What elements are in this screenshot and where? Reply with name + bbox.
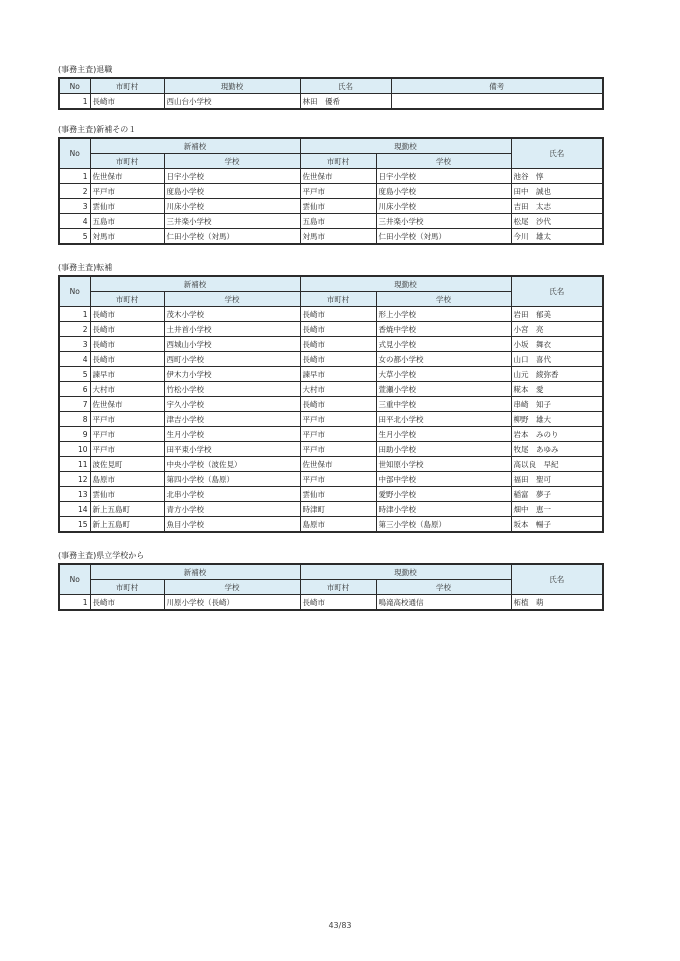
cell-cur-city: 大村市: [300, 382, 376, 397]
cell-cur-school: 三重中学校: [376, 397, 511, 412]
cell-new-city: 佐世保市: [90, 169, 164, 184]
cell-new-city: 五島市: [90, 214, 164, 229]
cell-cur-city: 佐世保市: [300, 169, 376, 184]
cell-new-city: 諫早市: [90, 367, 164, 382]
cell-cur-school: 鳴滝高校通信: [376, 595, 511, 611]
cell-cur-city: 長崎市: [300, 307, 376, 322]
cell-no: 1: [59, 94, 90, 110]
cell-new-city: 島原市: [90, 472, 164, 487]
cell-new-school: 西城山小学校: [164, 337, 300, 352]
header-new-city: 市町村: [90, 580, 164, 595]
cell-new-school: 西町小学校: [164, 352, 300, 367]
header-no: No: [59, 138, 90, 169]
cell-new-city: 平戸市: [90, 427, 164, 442]
header-name: 氏名: [511, 276, 603, 307]
cell-name: 高以良 早紀: [511, 457, 603, 472]
header-name: 氏名: [511, 564, 603, 595]
table-row: [59, 229, 603, 245]
cell-no: 2: [59, 322, 90, 337]
header-row-1: [59, 564, 603, 580]
table-row: [59, 397, 603, 412]
header-new-city: 市町村: [90, 154, 164, 169]
table-row: [59, 199, 603, 214]
header-cur-school-name: 学校: [376, 292, 511, 307]
header-row-1: [59, 138, 603, 154]
cell-no: 5: [59, 229, 90, 245]
table-row: [59, 214, 603, 229]
cell-no: 10: [59, 442, 90, 457]
header-cur-school-name: 学校: [376, 154, 511, 169]
cell-no: 6: [59, 382, 90, 397]
header-cur-city: 市町村: [300, 292, 376, 307]
cell-name: 柘植 萌: [511, 595, 603, 611]
cell-cur-city: 対馬市: [300, 229, 376, 245]
cell-no: 2: [59, 184, 90, 199]
cell-no: 7: [59, 397, 90, 412]
cell-cur-city: 諫早市: [300, 367, 376, 382]
table-row: [59, 457, 603, 472]
cell-cur-school: 愛野小学校: [376, 487, 511, 502]
cell-new-city: 大村市: [90, 382, 164, 397]
cell-cur-city: 時津町: [300, 502, 376, 517]
cell-new-school: 度島小学校: [164, 184, 300, 199]
header-new-school: 新補校: [90, 564, 300, 580]
cell-no: 9: [59, 427, 90, 442]
cell-name: 小宮 亮: [511, 322, 603, 337]
table-row: [59, 184, 603, 199]
transfer-table: [58, 275, 604, 533]
cell-current-school: 西山台小学校: [164, 94, 300, 110]
header-current-school: 現勤校: [300, 276, 511, 292]
cell-new-city: 長崎市: [90, 322, 164, 337]
cell-no: 15: [59, 517, 90, 533]
cell-cur-city: 平戸市: [300, 412, 376, 427]
new-hire-1-table: [58, 137, 604, 245]
table-row: [59, 382, 603, 397]
cell-no: 13: [59, 487, 90, 502]
header-new-school-name: 学校: [164, 292, 300, 307]
cell-new-school: 仁田小学校（対馬）: [164, 229, 300, 245]
cell-cur-school: 香焼中学校: [376, 322, 511, 337]
retirement-table: [58, 77, 604, 110]
cell-cur-school: 中部中学校: [376, 472, 511, 487]
table-row: [59, 472, 603, 487]
header-no: No: [59, 276, 90, 307]
cell-no: 14: [59, 502, 90, 517]
cell-new-city: 波佐見町: [90, 457, 164, 472]
table-row: [59, 94, 603, 110]
header-current-school: 現勤校: [164, 78, 300, 94]
table-row: [59, 517, 603, 533]
page-number: 43/83: [328, 921, 352, 930]
cell-new-city: 平戸市: [90, 412, 164, 427]
cell-new-school: 北串小学校: [164, 487, 300, 502]
cell-remarks: [391, 94, 603, 110]
cell-name: 岩田 郁美: [511, 307, 603, 322]
cell-name: 岩本 みのり: [511, 427, 603, 442]
cell-no: 1: [59, 307, 90, 322]
cell-new-school: 第四小学校（島原）: [164, 472, 300, 487]
cell-no: 4: [59, 214, 90, 229]
cell-new-school: 宇久小学校: [164, 397, 300, 412]
header-no: No: [59, 78, 90, 94]
cell-cur-school: 三井楽小学校: [376, 214, 511, 229]
cell-cur-school: 仁田小学校（対馬）: [376, 229, 511, 245]
cell-no: 5: [59, 367, 90, 382]
cell-name: 串崎 知子: [511, 397, 603, 412]
cell-cur-school: 式見小学校: [376, 337, 511, 352]
table-row: [59, 307, 603, 322]
table-row: [59, 337, 603, 352]
cell-cur-school: 形上小学校: [376, 307, 511, 322]
cell-cur-school: 世知原小学校: [376, 457, 511, 472]
cell-new-school: 魚目小学校: [164, 517, 300, 533]
cell-cur-school: 日宇小学校: [376, 169, 511, 184]
cell-name: 田中 誠也: [511, 184, 603, 199]
header-row-1: [59, 276, 603, 292]
cell-cur-school: 第三小学校（島原）: [376, 517, 511, 533]
cell-cur-school: 生月小学校: [376, 427, 511, 442]
section-title-new-hire-1: (事務主査)新補その１: [58, 125, 137, 134]
cell-name: 稲富 夢子: [511, 487, 603, 502]
cell-new-school: 伊木力小学校: [164, 367, 300, 382]
cell-name: 山元 綾弥香: [511, 367, 603, 382]
header-name: 氏名: [511, 138, 603, 169]
table-row: [59, 322, 603, 337]
cell-cur-city: 長崎市: [300, 595, 376, 611]
cell-name: 畑中 恵一: [511, 502, 603, 517]
cell-cur-school: 女の都小学校: [376, 352, 511, 367]
cell-cur-city: 長崎市: [300, 337, 376, 352]
from-prefectural-table: [58, 563, 604, 611]
header-current-school: 現勤校: [300, 138, 511, 154]
cell-cur-school: 度島小学校: [376, 184, 511, 199]
header-name: 氏名: [300, 78, 391, 94]
table-row: [59, 412, 603, 427]
cell-no: 1: [59, 169, 90, 184]
cell-no: 8: [59, 412, 90, 427]
cell-new-school: 日宇小学校: [164, 169, 300, 184]
cell-new-school: 三井楽小学校: [164, 214, 300, 229]
cell-no: 1: [59, 595, 90, 611]
section-title-retirement: (事務主査)退職: [58, 65, 113, 74]
table-row: [59, 367, 603, 382]
cell-new-city: 佐世保市: [90, 397, 164, 412]
header-new-school: 新補校: [90, 138, 300, 154]
cell-city: 長崎市: [90, 94, 164, 110]
cell-name: 小坂 舞衣: [511, 337, 603, 352]
header-new-school: 新補校: [90, 276, 300, 292]
header-current-school: 現勤校: [300, 564, 511, 580]
cell-new-school: 川原小学校（長崎）: [164, 595, 300, 611]
cell-cur-city: 佐世保市: [300, 457, 376, 472]
cell-name: 林田 優希: [300, 94, 391, 110]
cell-name: 柳野 雄大: [511, 412, 603, 427]
cell-new-school: 中央小学校（波佐見）: [164, 457, 300, 472]
cell-cur-city: 平戸市: [300, 427, 376, 442]
table-row: [59, 595, 603, 611]
cell-new-city: 平戸市: [90, 184, 164, 199]
cell-new-city: 長崎市: [90, 352, 164, 367]
cell-new-school: 竹松小学校: [164, 382, 300, 397]
cell-new-school: 津吉小学校: [164, 412, 300, 427]
cell-cur-city: 長崎市: [300, 322, 376, 337]
header-row: [59, 78, 603, 94]
cell-name: 今川 雄太: [511, 229, 603, 245]
cell-no: 3: [59, 337, 90, 352]
cell-name: 牧尾 あゆみ: [511, 442, 603, 457]
section-title-transfer: (事務主査)転補: [58, 263, 113, 272]
header-no: No: [59, 564, 90, 595]
cell-new-school: 生月小学校: [164, 427, 300, 442]
table-row: [59, 427, 603, 442]
cell-name: 坂本 暢子: [511, 517, 603, 533]
cell-new-city: 新上五島町: [90, 502, 164, 517]
header-remarks: 備考: [391, 78, 603, 94]
cell-name: 福田 聖可: [511, 472, 603, 487]
table-row: [59, 487, 603, 502]
header-new-school-name: 学校: [164, 154, 300, 169]
cell-cur-city: 平戸市: [300, 184, 376, 199]
cell-no: 4: [59, 352, 90, 367]
cell-cur-city: 平戸市: [300, 472, 376, 487]
cell-cur-city: 平戸市: [300, 442, 376, 457]
cell-cur-school: 田助小学校: [376, 442, 511, 457]
cell-no: 11: [59, 457, 90, 472]
cell-cur-school: 時津小学校: [376, 502, 511, 517]
table-row: [59, 502, 603, 517]
cell-no: 12: [59, 472, 90, 487]
cell-name: 糀本 愛: [511, 382, 603, 397]
table-row: [59, 169, 603, 184]
header-cur-city: 市町村: [300, 154, 376, 169]
cell-cur-school: 川床小学校: [376, 199, 511, 214]
cell-name: 吉田 太志: [511, 199, 603, 214]
cell-new-city: 平戸市: [90, 442, 164, 457]
cell-new-city: 雲仙市: [90, 487, 164, 502]
cell-name: 池谷 惇: [511, 169, 603, 184]
table-row: [59, 442, 603, 457]
cell-cur-city: 長崎市: [300, 352, 376, 367]
cell-new-city: 長崎市: [90, 337, 164, 352]
cell-new-city: 雲仙市: [90, 199, 164, 214]
cell-no: 3: [59, 199, 90, 214]
cell-name: 松尾 沙代: [511, 214, 603, 229]
cell-cur-city: 長崎市: [300, 397, 376, 412]
cell-cur-school: 大草小学校: [376, 367, 511, 382]
cell-new-school: 田平東小学校: [164, 442, 300, 457]
cell-new-city: 長崎市: [90, 307, 164, 322]
cell-new-city: 対馬市: [90, 229, 164, 245]
cell-new-school: 青方小学校: [164, 502, 300, 517]
header-new-city: 市町村: [90, 292, 164, 307]
cell-name: 山口 喜代: [511, 352, 603, 367]
header-cur-school-name: 学校: [376, 580, 511, 595]
section-title-from-prefectural: (事務主査)県立学校から: [58, 551, 145, 560]
table-row: [59, 352, 603, 367]
cell-new-school: 川床小学校: [164, 199, 300, 214]
cell-new-city: 新上五島町: [90, 517, 164, 533]
cell-cur-city: 雲仙市: [300, 199, 376, 214]
header-city: 市町村: [90, 78, 164, 94]
cell-new-city: 長崎市: [90, 595, 164, 611]
cell-cur-school: 萱瀬小学校: [376, 382, 511, 397]
cell-new-school: 土井首小学校: [164, 322, 300, 337]
cell-cur-city: 雲仙市: [300, 487, 376, 502]
cell-new-school: 茂木小学校: [164, 307, 300, 322]
cell-cur-school: 田平北小学校: [376, 412, 511, 427]
header-new-school-name: 学校: [164, 580, 300, 595]
cell-cur-city: 島原市: [300, 517, 376, 533]
cell-cur-city: 五島市: [300, 214, 376, 229]
header-cur-city: 市町村: [300, 580, 376, 595]
